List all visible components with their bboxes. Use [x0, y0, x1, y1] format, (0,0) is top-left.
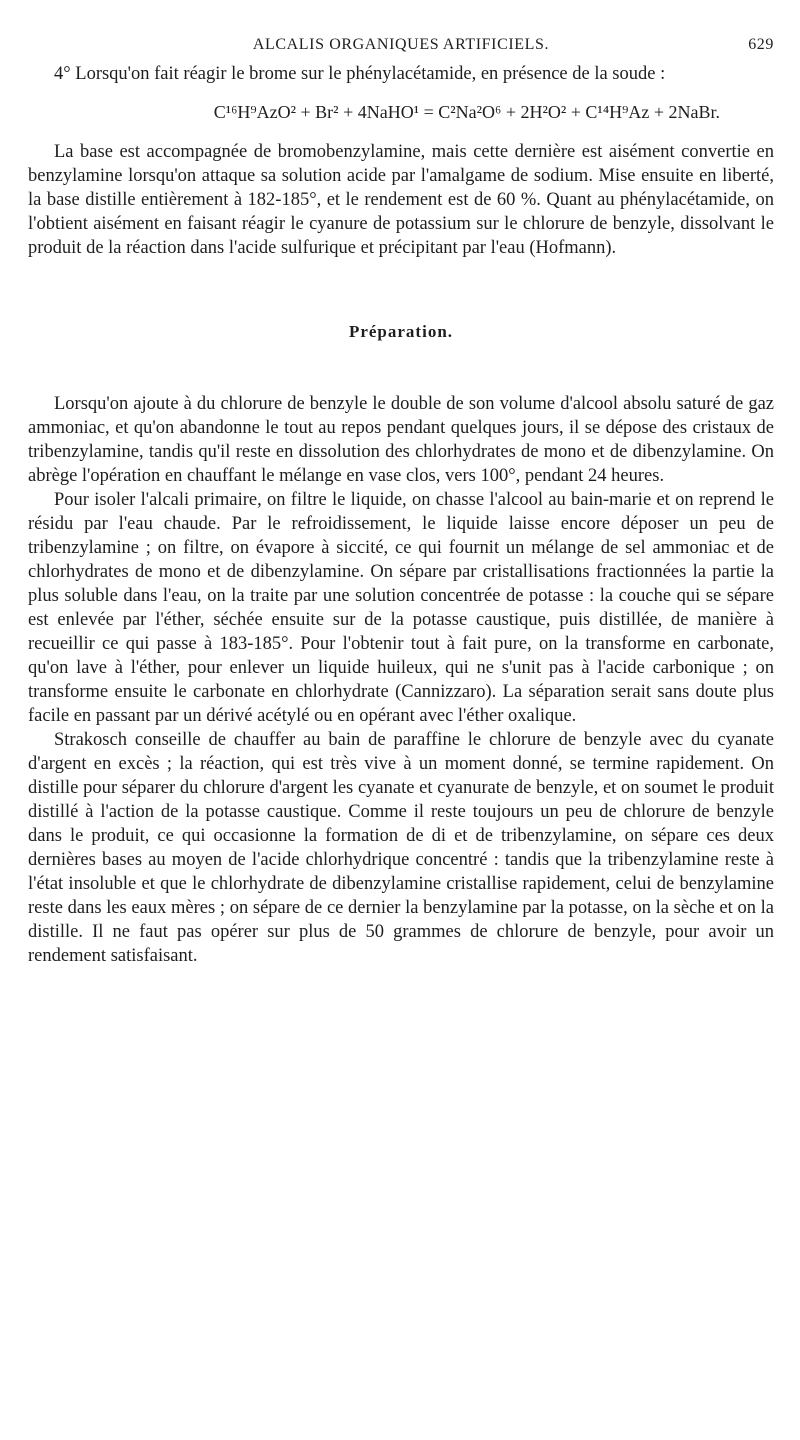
running-title: ALCALIS ORGANIQUES ARTIFICIELS.	[252, 36, 550, 53]
paragraph-base-yield: La base est accompagnée de bromobenzylamine, mais cette dernière est aisément convertie en benzylamine lorsqu'on attaque sa solution acide par l'amalgame de sodium. Mise ensuite en liberté, la base distille entièrement à 182-185°, et le rendement est de 60 %. Quant au phénylacétamide, on l'obtient aisément en faisant réagir le cyanure de potassium sur le chlorure de benzyle, dissolvant le produit de la réaction dans l'acide sulfurique et précipitant par l'eau (Hofmann).	[28, 142, 774, 258]
page-number: 629	[748, 36, 774, 53]
chemical-equation: C¹⁶H⁹AzO² + Br² + 4NaHO¹ = C²Na²O⁶ + 2H²O² + C¹⁴H⁹Az + 2NaBr.	[213, 102, 720, 122]
paragraph-isolation: Pour isoler l'alcali primaire, on filtre le liquide, on chasse l'alcool au bain-marie et on reprend le résidu par l'eau chaude. Par le refroidissement, le liquide laisse encore déposer un peu de tribenzylamine ; on filtre, on évapore à siccité, ce qui fournit un mélange de sel ammoniac et de chlorhydrates de mono et de dibenzylamine. On sépare par cristallisations fractionnées la partie la plus soluble dans l'eau, on la traite par une solution concentrée de potasse : la couche qui se sépare est enlevée par l'éther, séchée ensuite sur de la potasse caustique, puis distillée, de manière à recueillir ce qui passe à 183-185°. Pour l'obtenir tout à fait pure, on la transforme en carbonate, qu'on lave à l'éther, pour enlever un liquide huileux, qui ne s'unit pas à l'acide carbonique ; on transforme ensuite le carbonate en chlorhydrate (Cannizzaro). La séparation serait sans doute plus facile en passant par un dérivé acétylé ou en opérant avec l'éther oxalique.	[28, 490, 774, 726]
paragraph-strakosch: Strakosch conseille de chauffer au bain de paraffine le chlorure de benzyle avec du cyanate d'argent en excès ; la réaction, qui est très vive à un moment donné, se termine rapidement. On distille pour séparer du chlorure d'argent les cyanate et cyanurate de benzyle, et on soumet le produit distillé à l'action de la potasse caustique. Comme il reste toujours un peu de chlorure de benzyle dans le produit, ce qui occasionne la formation de di et de tribenzylamine, on sépare ces deux dernières bases au moyen de l'acide chlorhydrique concentré : tandis que la tribenzylamine reste à l'état insoluble et que le chlorhydrate de dibenzylamine cristallise rapidement, celui de benzylamine reste dans les eaux mères ; on sépare de ce dernier la benzylamine par la potasse, on la sèche et on la distille. Il ne faut pas opérer sur plus de 50 grammes de chlorure de benzyle, pour avoir un rendement satisfaisant.	[28, 730, 774, 966]
running-header	[28, 32, 774, 62]
intro-paragraph: 4° Lorsqu'on fait réagir le brome sur le phénylacétamide, en présence de la soude :	[54, 64, 666, 84]
section-title: Préparation.	[348, 322, 454, 341]
paragraph-preparation: Lorsqu'on ajoute à du chlorure de benzyle le double de son volume d'alcool absolu saturé de gaz ammoniac, et qu'on abandonne le tout au repos pendant quelques jours, il se dépose des cristaux de tribenzylamine, tandis qu'il reste en dissolution des chlorhydrates de mono et de dibenzylamine. On abrège l'opération en chauffant le mélange en vase clos, vers 100°, pendant 24 heures.	[28, 394, 774, 486]
